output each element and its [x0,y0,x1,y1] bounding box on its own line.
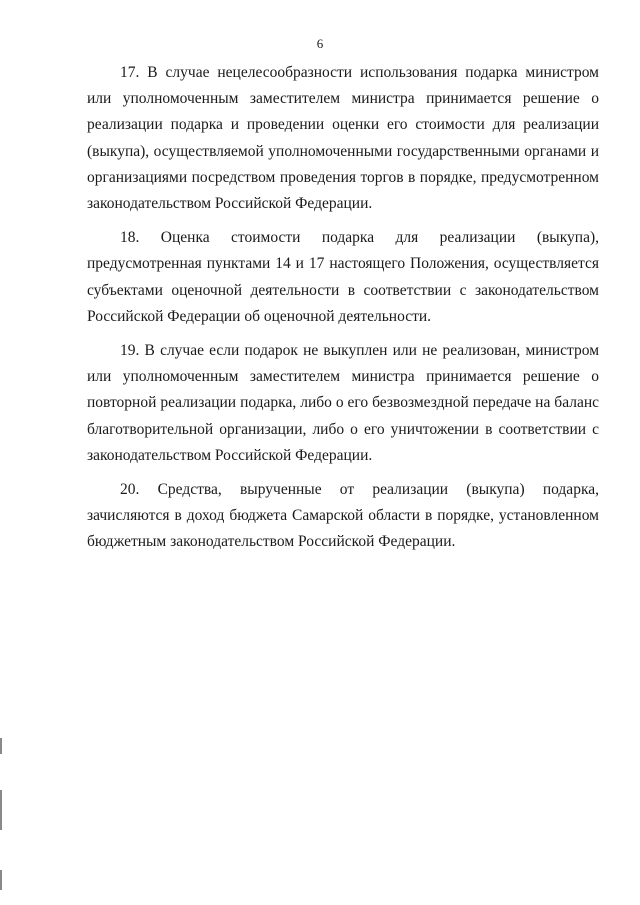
scan-edge-mark [0,738,2,754]
paragraph-19: 19. В случае если подарок не выкуплен или не реализован, министром или уполномоченным заместителем министра принимается решение о повторной реализации подарка, либо о его безвозмездной передаче на баланс благотворительной организации, либо о его уничтожении в соответствии с законодательством Российской Федерации. [87,342,599,464]
paragraph-20: 20. Средства, вырученные от реализации (выкупа) подарка, зачисляются в доход бюджета Самарской области в порядке, установленном бюджетным законодательством Российской Федерации. [87,481,599,551]
scan-edge-mark [0,870,2,890]
paragraph-17: 17. В случае нецелесообразности использования подарка министром или уполномоченным заместителем министра принимается решение о реализации подарка и проведении оценки его стоимости для реализации (выкупа), осуществляемой уполномоченными государственными органами и организациями посредством проведения торгов в порядке, предусмотренном законодательством Российской Федерации. [87,64,599,213]
page-number: 6 [316,36,324,51]
paragraph-18: 18. Оценка стоимости подарка для реализации (выкупа), предусмотренная пунктами 14 и 17 настоящего Положения, осуществляется субъектами оценочной деятельности в соответствии с законодательством Российской Федерации об оценочной деятельности. [87,229,599,325]
document-body [87,60,599,564]
scan-edge-mark [0,790,2,830]
